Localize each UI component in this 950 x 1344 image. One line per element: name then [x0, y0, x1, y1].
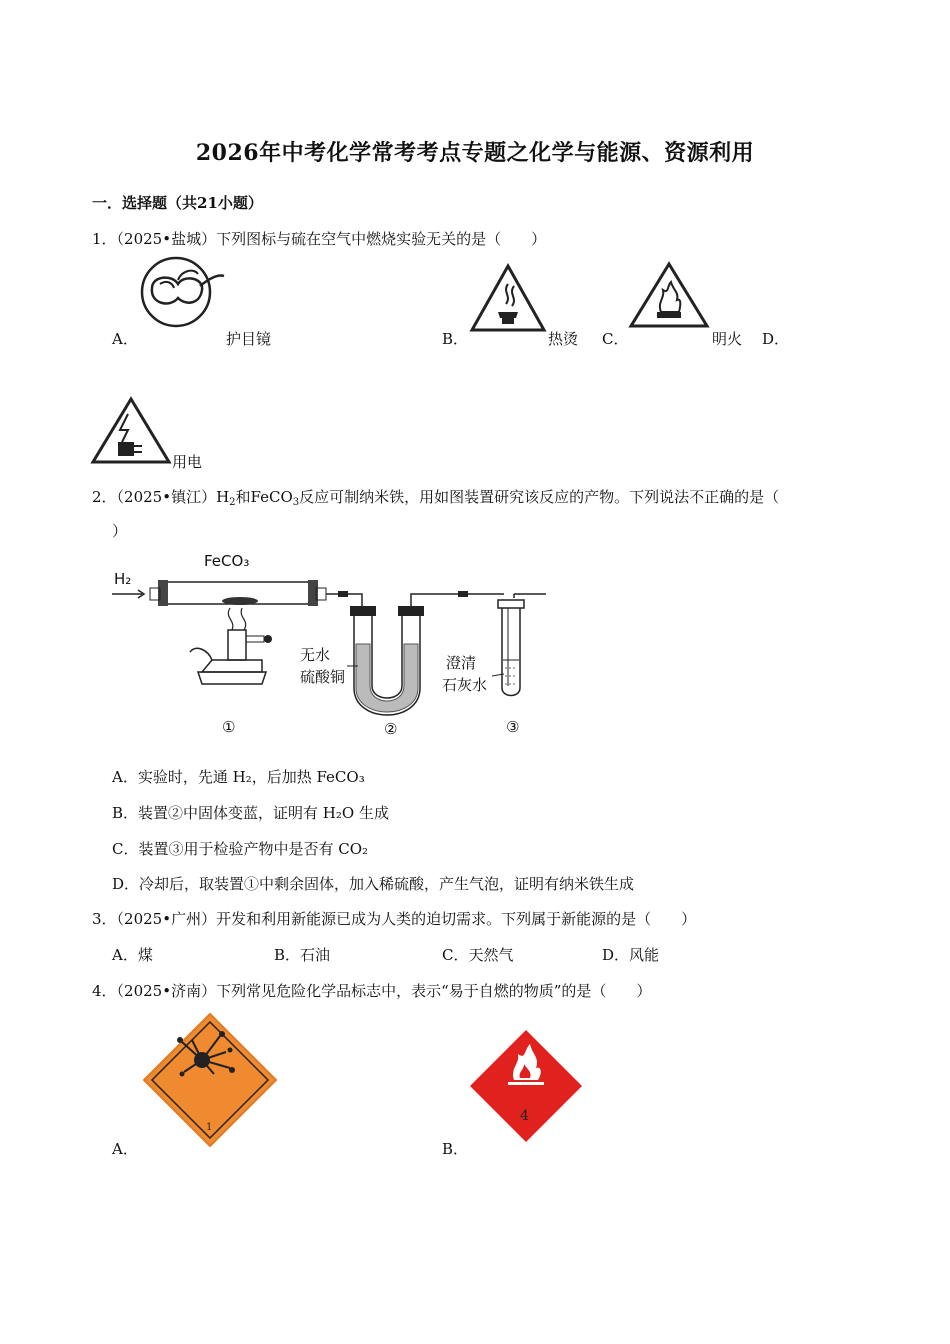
q4-option-a-letter: A． [112, 1140, 138, 1158]
q1-stem: 1．（2025•盐城）下列图标与硫在空气中燃烧实验无关的是（ ） [92, 230, 547, 248]
q1-option-d-text: 用电 [172, 453, 203, 471]
q1-option-a-text: 护目镜 [226, 330, 272, 348]
q3-stem: 3．（2025•广州）开发和利用新能源已成为人类的迫切需求。下列属于新能源的是（ ） [92, 910, 697, 928]
fig-label-cuso4-line1: 无水 [300, 646, 331, 664]
q2-option-d: D．冷却后，取装置①中剩余固体，加入稀硫酸，产生气泡，证明有纳米铁生成 [112, 875, 635, 893]
feco3-sample [222, 597, 258, 605]
q2-stem [92, 486, 779, 507]
explosive-sign-number: 1 [206, 1122, 213, 1133]
page-title: 2026年中考化学常考考点专题之化学与能源、资源利用 [195, 140, 755, 166]
q2-option-b: B．装置②中固体变蓝，证明有 H₂O 生成 [112, 804, 389, 822]
q1-option-b-text: 热烫 [548, 330, 579, 348]
fig-label-1: ① [222, 718, 236, 736]
q2-sub-3: 3 [292, 497, 300, 508]
section-heading: 一．选择题（共21小题） [92, 194, 263, 212]
flammable-sign-number: 4 [520, 1108, 529, 1124]
flammable-sign-background [470, 1030, 582, 1142]
q3-option-d: D．风能 [602, 946, 660, 964]
q4-option-b-letter: B． [442, 1140, 469, 1158]
q3-option-b: B．石油 [274, 946, 331, 964]
electricity-icon [90, 396, 172, 466]
goggles-icon [138, 256, 228, 336]
cuso4-fill [356, 644, 418, 712]
fig-label-limewater-line2: 石灰水 [442, 676, 488, 694]
fig-label-3: ③ [506, 718, 520, 736]
q3-option-a: A．煤 [112, 946, 153, 964]
q2-stem-pre: 2．（2025•镇江）H [92, 488, 230, 506]
fig-label-cuso4-line2: 硫酸铜 [300, 668, 346, 686]
apparatus-diagram [112, 548, 552, 738]
hot-surface-icon [468, 262, 548, 334]
fig-label-limewater-line1: 澄清 [446, 654, 477, 672]
fig-label-feco3: FeCO₃ [204, 552, 250, 570]
q3-option-c: C．天然气 [442, 946, 514, 964]
test-tube [502, 608, 520, 696]
q4-stem: 4．（2025•济南）下列常见危险化学品标志中，表示“易于自燃的物质”的是（ ） [92, 982, 652, 1000]
q1-option-a-letter: A． [112, 330, 138, 348]
q2-sub-2: 2 [229, 497, 236, 508]
q2-stem-line2: ） [112, 522, 128, 540]
burner [228, 630, 246, 660]
flammable-hazard-sign [468, 1028, 584, 1144]
q1-option-b-letter: B． [442, 330, 469, 348]
q1-option-d-letter: D． [762, 330, 790, 348]
explosive-hazard-sign [142, 1012, 278, 1148]
fig-label-2: ② [384, 720, 398, 738]
q2-stem-mid: 和FeCO [235, 488, 293, 506]
open-flame-icon [627, 260, 711, 330]
q2-option-c: C．装置③用于检验产物中是否有 CO₂ [112, 840, 369, 858]
q2-option-a: A．实验时，先通 H₂，后加热 FeCO₃ [112, 768, 365, 786]
fig-label-h2: H₂ [114, 570, 132, 588]
q1-option-c-text: 明火 [712, 330, 743, 348]
q2-stem-post: 反应可制纳米铁，用如图装置研究该反应的产物。下列说法不正确的是（ [299, 488, 780, 506]
q1-option-c-letter: C． [602, 330, 629, 348]
